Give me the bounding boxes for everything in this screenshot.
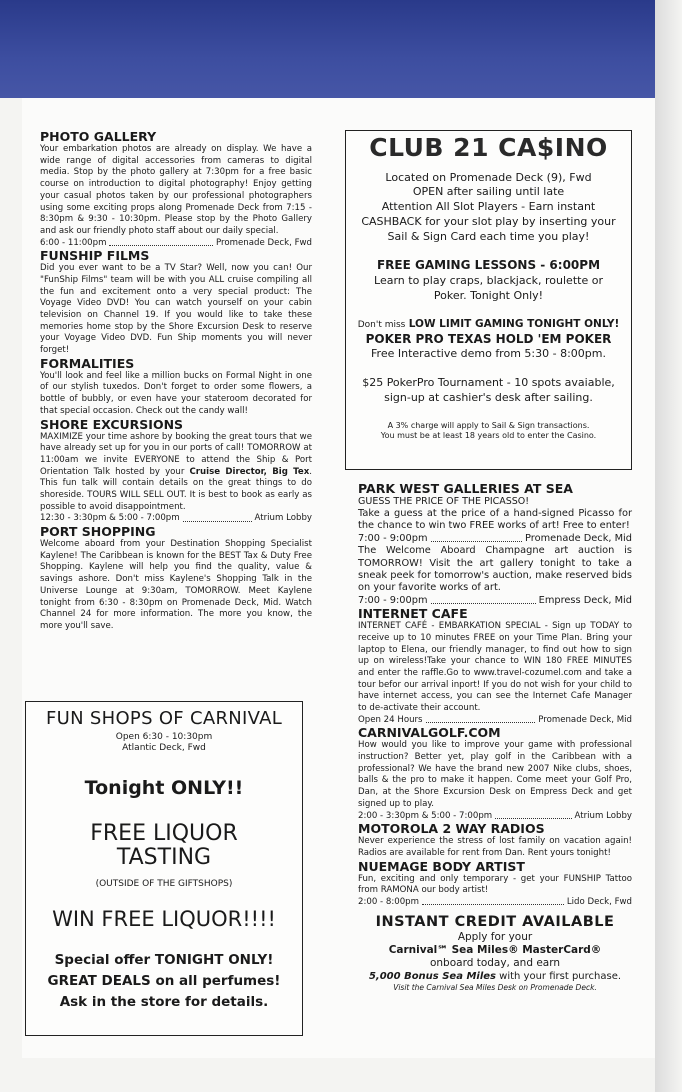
shore-excursions-location: Atrium Lobby bbox=[254, 513, 312, 524]
casino-fine-2: You must be at least 18 years old to enter the Casino. bbox=[380, 431, 597, 440]
fun-shops-box bbox=[25, 701, 303, 1036]
low-limit-line bbox=[346, 317, 631, 332]
shore-excursions-text-a: MAXIMIZE your time ashore by booking the great tours that we have already set up for you in our ports of call! TOMORROW at 11:00am we invite EVERYONE to attend the Ship & Port Orientation Talk hosted by your bbox=[40, 431, 312, 477]
fun-shops-special: Special offer TONIGHT ONLY! bbox=[54, 952, 274, 968]
golf-location: Atrium Lobby bbox=[574, 810, 632, 821]
credit-line-4 bbox=[358, 970, 632, 983]
shore-excursions-time: 12:30 - 3:30pm & 5:00 - 7:00pm bbox=[40, 513, 180, 524]
park-west-subtitle: GUESS THE PRICE OF THE PICASSO! bbox=[358, 496, 530, 507]
gaming-lessons-body: Learn to play craps, blackjack, roulette or Poker. Tonight Only! bbox=[374, 274, 603, 302]
credit-block bbox=[358, 914, 632, 993]
dont-miss-small: Don't miss bbox=[357, 320, 406, 330]
credit-title: INSTANT CREDIT AVAILABLE bbox=[375, 914, 615, 931]
nuemage-title: NUEMAGE BODY ARTIST bbox=[358, 858, 525, 874]
casino-slot-text: Attention All Slot Players - Earn instant CASHBACK for your slot play by inserting your Sail & Sign Card each time you play! bbox=[361, 200, 616, 243]
casino-open: OPEN after sailing until late bbox=[412, 185, 565, 198]
casino-fine-1: A 3% charge will apply to Sail & Sign transactions. bbox=[387, 421, 590, 430]
internet-cafe-body: INTERNET CAFÉ - EMBARKATION SPECIAL - Sign up TODAY to receive up to 10 minutes FREE on your Time Plan. Bring your laptop to Elena, our friendly manager, to find out how to sign up on wireless!Take your chance to WIN 180 FREE MINUTES and enter the raffle.Go to www.travel-cozumel.com and take a tour befor our arrival inport! If you do not wish for your child to have internet access, you can see the Internet Cafe Manager to de-activate their account. bbox=[358, 621, 632, 714]
left-column bbox=[40, 130, 312, 633]
shore-excursions-body bbox=[40, 432, 312, 514]
free-liquor-line2: TASTING bbox=[116, 845, 212, 870]
credit-line-2: Carnival℠ Sea Miles® MasterCard® bbox=[388, 944, 602, 957]
fun-shops-outside: (OUTSIDE OF THE GIFTSHOPS) bbox=[95, 879, 233, 889]
park-west-schedule-1 bbox=[358, 533, 632, 545]
formalities-body: You'll look and feel like a million bucks on Formal Night in one of our stylish tuxedos. Don't forget to order some flowers, a bottle of bubbly, or even have your stateroom decorated for that special occasion. Check out the candy wall! bbox=[40, 370, 312, 416]
free-liquor-line1: FREE LIQUOR bbox=[90, 821, 238, 846]
nuemage-time: 2:00 - 8:00pm bbox=[358, 896, 419, 907]
radios-title: MOTOROLA 2 WAY RADIOS bbox=[358, 821, 545, 837]
shore-excursions-text-b: . This fun talk will contain details on the great things to do shoreside. TOURS WILL SELL OUT. It is best to book as early as possible to avoid disappointment. bbox=[40, 466, 313, 512]
park-west-time-1: 7:00 - 9:00pm bbox=[358, 532, 428, 544]
win-free-liquor: WIN FREE LIQUOR!!!! bbox=[52, 907, 276, 931]
fun-shops-location: Atlantic Deck, Fwd bbox=[122, 743, 206, 753]
credit-line-1: Apply for your bbox=[457, 931, 533, 944]
credit-line-5: Visit the Carnival Sea Miles Desk on Promenade Deck. bbox=[393, 983, 597, 993]
park-west-time-2: 7:00 - 9:00pm bbox=[358, 594, 428, 606]
casino-location: Located on Promenade Deck (9), Fwd bbox=[385, 171, 592, 184]
nuemage-schedule bbox=[358, 897, 632, 909]
golf-title: CARNIVALGOLF.COM bbox=[358, 725, 501, 741]
fun-shops-tonight: Tonight ONLY!! bbox=[84, 777, 244, 799]
park-west-location-2: Empress Deck, Mid bbox=[538, 594, 632, 606]
park-west-title: PARK WEST GALLERIES AT SEA bbox=[358, 481, 573, 496]
port-shopping-body: Welcome aboard from your Destination Shopping Specialist Kaylene! The Caribbean is known for the BEST Tax & Duty Free Shopping. Kaylene will help you find the quality, value & savings ashore. Don't miss Kaylene's Shopping Talk in the Universe Lounge at 9:30am, TOMORROW. Meet Kaylene tonight from 6:30 - 8:30pm on Promenade Deck, Mid. Watch Channel 24 for more information. The more you know, the more you'll save. bbox=[40, 538, 312, 631]
photo-gallery-body: Your embarkation photos are already on display. We have a wide range of digital accessories from cameras to digital media. Stop by the photo gallery at 7:30pm for a free basic course on introduction to digital photography! Enjoy getting your casual photos taken by our professional photographers using some exciting props along Promenade Deck from 7:15 - 8:30pm & 9:30 - 10:30pm. Please stop by the Photo Gallery and ask our friendly photo staff about our daily special. bbox=[40, 144, 312, 236]
port-shopping-title: PORT SHOPPING bbox=[40, 523, 156, 539]
photo-gallery-time: 6:00 - 11:00pm bbox=[40, 237, 107, 248]
page-edge-shadow bbox=[655, 0, 682, 1092]
shore-excursions-title: SHORE EXCURSIONS bbox=[40, 416, 184, 432]
funship-films-body: Did you ever want to be a TV Star? Well, now you can! Our "FunShip Films" team will be with you ALL cruise compiling all the fun and excitement onto a very special product: The Voyage Video DVD! You can watch yourself on your cabin television on Channel 19. If you would like to take these memories home stop by the Shore Excursion Desk to reserve your Voyage Video DVD. Fun Ship moments you will never forget! bbox=[40, 263, 312, 356]
fun-shops-deals: GREAT DEALS on all perfumes! bbox=[47, 973, 281, 989]
poker-title: POKER PRO TEXAS HOLD 'EM POKER bbox=[365, 332, 612, 346]
golf-time: 2:00 - 3:30pm & 5:00 - 7:00pm bbox=[358, 810, 493, 821]
golf-body: How would you like to improve your game with professional instruction? Better yet, play golf in the Caribbean with a professional? We have the brand new 2007 Nike clubs, shoes, balls & the pro to make it happen. Come meet your Golf Pro, Dan, at the Shore Excursion Desk on Empress Deck and get signed up to play. bbox=[358, 740, 632, 809]
poker-tournament: $25 PokerPro Tournament - 10 spots avaiable, sign-up at cashier's desk after sailing. bbox=[362, 376, 615, 404]
low-limit-bold: LOW LIMIT GAMING TONIGHT ONLY! bbox=[408, 318, 620, 330]
nuemage-location: Lido Deck, Fwd bbox=[566, 896, 632, 907]
park-west-body-2: The Welcome Aboard Champagne art auction is TOMORROW! Visit the art gallery tonight to take a sneak peek for tomorrow's auction, make reserved bids on your favorite works of art. bbox=[358, 545, 632, 594]
fun-shops-ask: Ask in the store for details. bbox=[59, 994, 269, 1010]
park-west-location-1: Promenade Deck, Mid bbox=[525, 532, 632, 544]
nuemage-body: Fun, exciting and only temporary - get your FUNSHIP Tattoo from RAMONA our body artist! bbox=[358, 873, 632, 896]
bonus-miles: 5,000 Bonus Sea Miles bbox=[368, 971, 496, 983]
internet-cafe-title: INTERNET CAFE bbox=[358, 606, 468, 622]
internet-cafe-time: Open 24 Hours bbox=[358, 714, 423, 725]
casino-box bbox=[345, 130, 632, 470]
right-column bbox=[358, 482, 632, 993]
photo-gallery-title: PHOTO GALLERY bbox=[40, 129, 157, 144]
park-west-body-1: Take a guess at the price of a hand-signed Picasso for the chance to win two FREE works of art! Free to enter! bbox=[358, 508, 632, 532]
credit-line-3: onboard today, and earn bbox=[429, 957, 561, 970]
formalities-title: FORMALITIES bbox=[40, 355, 135, 371]
fun-shops-hours: Open 6:30 - 10:30pm bbox=[115, 732, 213, 742]
fun-shops-title: FUN SHOPS OF CARNIVAL bbox=[45, 708, 283, 729]
gaming-lessons-title: FREE GAMING LESSONS - 6:00PM bbox=[376, 258, 601, 272]
internet-cafe-location: Promenade Deck, Mid bbox=[538, 714, 632, 725]
poker-demo: Free Interactive demo from 5:30 - 8:00pm. bbox=[371, 347, 606, 360]
funship-films-title: FUNSHIP FILMS bbox=[40, 248, 150, 264]
radios-body: Never experience the stress of lost family on vacation again! Radios are available for rent from Dan. Rent yours tonight! bbox=[358, 836, 632, 858]
header-band bbox=[0, 0, 655, 98]
cruise-director-name: Cruise Director, Big Tex bbox=[189, 466, 310, 477]
casino-title: CLUB 21 CA$INO bbox=[369, 133, 608, 162]
credit-line-4-rest: with your first purchase. bbox=[495, 971, 622, 983]
photo-gallery-location: Promenade Deck, Fwd bbox=[216, 237, 312, 248]
